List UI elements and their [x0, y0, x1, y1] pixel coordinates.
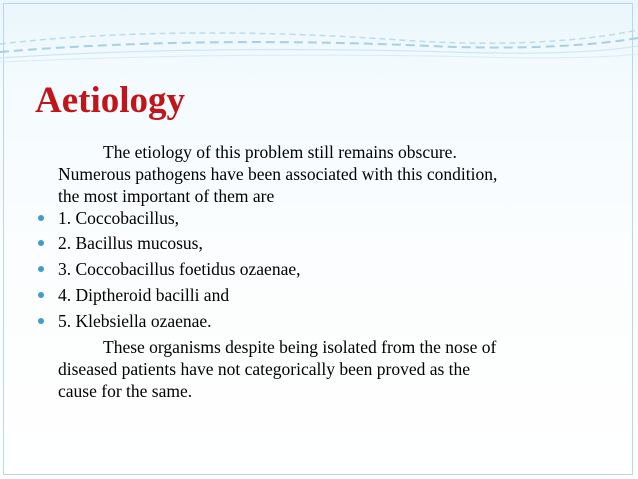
closing-line-1: These organisms despite being isolated from the nose of	[103, 337, 497, 357]
bullet-item-5: 5. Klebsiella ozaenae.	[58, 311, 212, 331]
bullet-item-2: 2. Bacillus mucosus,	[58, 233, 203, 253]
bullet-dot-icon	[38, 292, 44, 298]
bullet-dot-icon	[38, 240, 44, 246]
bullet-item-4: 4. Diptheroid bacilli and	[58, 285, 230, 305]
bullet-dot-icon	[38, 215, 44, 221]
bullet-item-3: 3. Coccobacillus foetidus ozaenae,	[58, 259, 301, 279]
slide-title: Aetiology	[35, 80, 186, 121]
intro-line-3: the most important of them are	[58, 186, 275, 206]
bullet-item-1: 1. Coccobacillus,	[58, 208, 180, 228]
bullet-dot-icon	[38, 318, 44, 324]
closing-line-2: diseased patients have not categorically been proved as the	[58, 359, 471, 379]
bullet-dot-icon	[38, 266, 44, 272]
closing-line-3: cause for the same.	[58, 381, 193, 401]
intro-line-2: Numerous pathogens have been associated with this condition,	[58, 164, 498, 184]
intro-line-1: The etiology of this problem still remains obscure.	[103, 142, 457, 162]
